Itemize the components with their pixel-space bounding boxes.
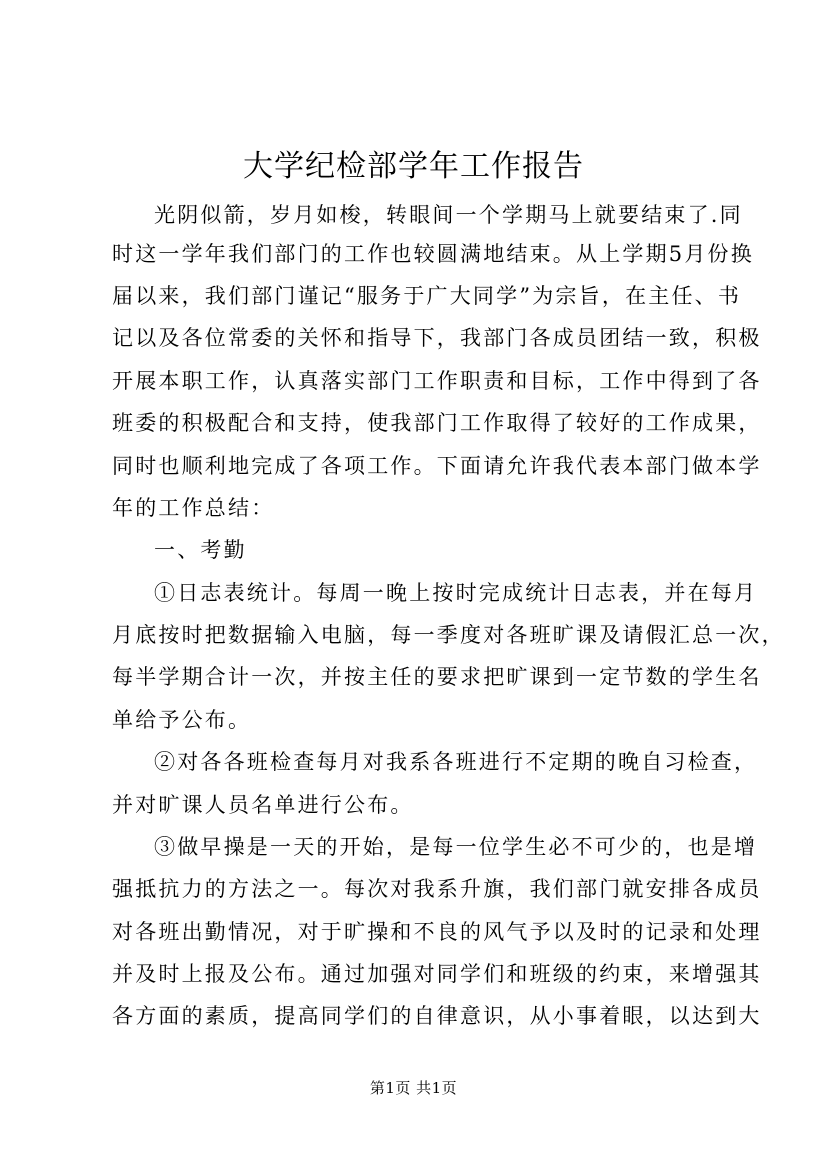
paragraph-line: 对各班出勤情况，对于旷操和不良的风气予以及时的记录和处理 bbox=[112, 920, 762, 944]
page-number-footer: 第1页 共1页 bbox=[369, 1079, 458, 1097]
paragraph-line: 并对旷课人员名单进行公布。 bbox=[112, 793, 414, 817]
paragraph-line: 班委的积极配合和支持，使我部门工作取得了较好的工作成果， bbox=[112, 411, 762, 435]
paragraph-line: 各方面的素质，提高同学们的自律意识，从小事着眼，以达到大 bbox=[112, 1004, 762, 1028]
paragraph-line: 并及时上报及公布。通过加强对同学们和班级的约束，来增强其 bbox=[112, 962, 762, 986]
paragraph-line: 每半学期合计一次，并按主任的要求把旷课到一定节数的学生名 bbox=[112, 665, 762, 689]
paragraph-line: 单给予公布。 bbox=[112, 708, 252, 732]
paragraph-line: 年的工作总结： bbox=[112, 496, 275, 520]
paragraph-line: 开展本职工作，认真落实部门工作职责和目标，工作中得到了各 bbox=[112, 369, 762, 393]
section-heading: 一、考勤 bbox=[154, 538, 247, 562]
paragraph-line: ②对各各班检查每月对我系各班进行不定期的晚自习检查， bbox=[154, 750, 758, 774]
paragraph-line: 届以来，我们部门谨记“服务于广大同学”为宗旨，在主任、书 bbox=[112, 284, 742, 308]
document-title: 大学纪检部学年工作报告 bbox=[243, 149, 584, 184]
paragraph-line: ③做早操是一天的开始，是每一位学生必不可少的，也是增 bbox=[154, 835, 758, 859]
paragraph-line: ①日志表统计。每周一晚上按时完成统计日志表，并在每月 bbox=[154, 581, 758, 605]
paragraph-line: 同时也顺利地完成了各项工作。下面请允许我代表本部门做本学 bbox=[112, 454, 762, 478]
paragraph-line: 月底按时把数据输入电脑，每一季度对各班旷课及请假汇总一次， bbox=[112, 623, 785, 647]
paragraph-line: 记以及各位常委的关怀和指导下，我部门各成员团结一致，积极 bbox=[112, 326, 762, 350]
paragraph-line: 光阴似箭，岁月如梭，转眼间一个学期马上就要结束了.同 bbox=[154, 203, 743, 227]
paragraph-line: 时这一学年我们部门的工作也较圆满地结束。从上学期5月份换 bbox=[112, 242, 754, 266]
paragraph-line: 强抵抗力的方法之一。每次对我系升旗，我们部门就安排各成员 bbox=[112, 877, 762, 901]
